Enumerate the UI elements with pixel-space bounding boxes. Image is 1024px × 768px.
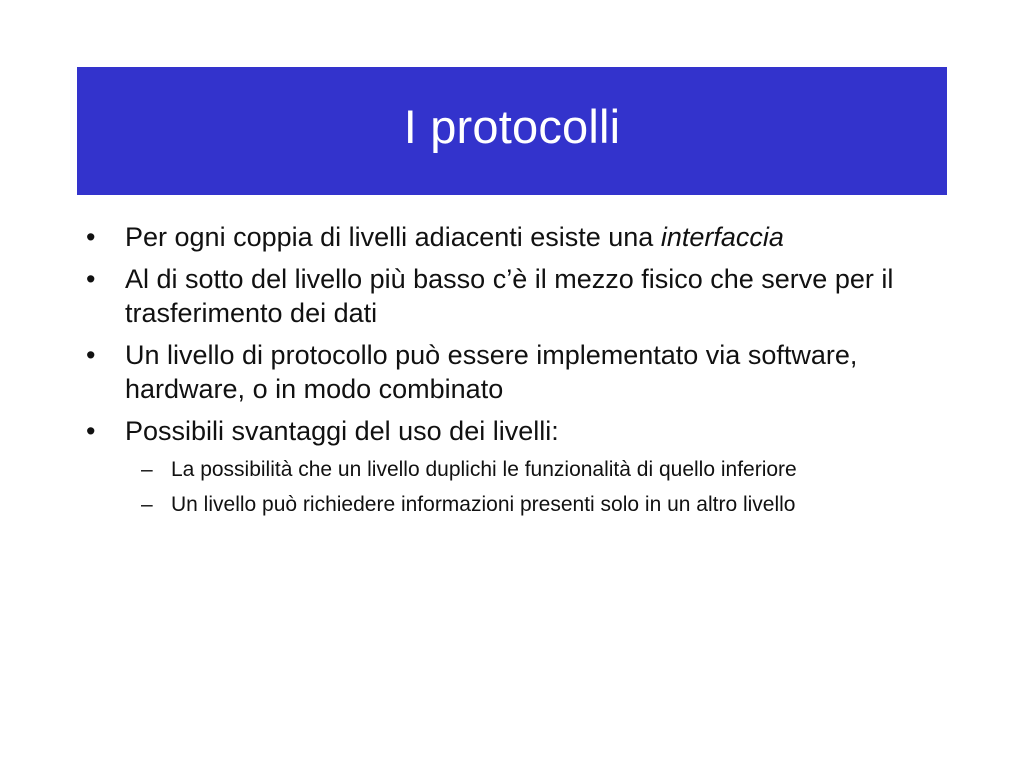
bullet-mark: • <box>86 416 96 446</box>
bullet-emphasis: interfaccia <box>660 222 784 252</box>
bullet-item <box>84 414 944 448</box>
bullet-mark: • <box>86 222 96 252</box>
sub-bullet-mark: – <box>141 493 153 516</box>
sub-bullet-text: Un livello può richiedere informazioni presenti solo in un altro livello <box>171 493 796 516</box>
bullet-text: Possibili svantaggi del uso dei livelli: <box>125 416 559 446</box>
bullet-item <box>84 220 944 254</box>
bullet-text: Un livello di protocollo può essere implementato via software, hardware, o in modo combinato <box>125 340 858 404</box>
bullet-text: Al di sotto del livello più basso c’è il mezzo fisico che serve per il trasferimento dei dati <box>125 264 894 328</box>
sub-bullet-item <box>141 491 944 519</box>
slide-content <box>84 220 944 526</box>
bullet-mark: • <box>86 264 96 294</box>
sub-bullet-item <box>141 456 944 484</box>
bullet-item <box>84 262 944 330</box>
bullet-text <box>125 220 944 254</box>
bullet-item <box>84 338 944 406</box>
bullet-text-main: Per ogni coppia di livelli adiacenti esiste una <box>125 222 661 252</box>
sub-bullet-text: La possibilità che un livello duplichi le funzionalità di quello inferiore <box>171 458 797 481</box>
sub-bullet-mark: – <box>141 458 153 481</box>
slide-title: I protocolli <box>403 99 621 153</box>
title-banner <box>77 67 947 195</box>
bullet-mark: • <box>86 340 96 370</box>
